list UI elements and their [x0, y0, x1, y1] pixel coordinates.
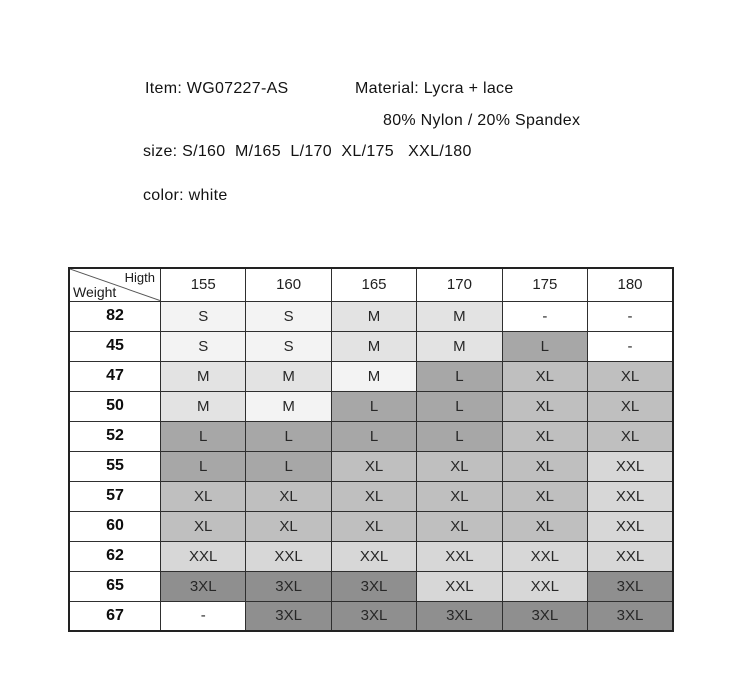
- size-cell: M: [417, 301, 502, 331]
- table-row: [69, 361, 673, 391]
- size-cell: XL: [161, 481, 246, 511]
- weight-row-header: 57: [69, 481, 161, 511]
- size-cell: XXL: [588, 511, 673, 541]
- size-cell: XL: [417, 511, 502, 541]
- table-row: [69, 391, 673, 421]
- weight-row-header: 45: [69, 331, 161, 361]
- size-cell: -: [502, 301, 587, 331]
- size-cell: L: [331, 421, 416, 451]
- size-cell: XL: [502, 511, 587, 541]
- size-cell: M: [246, 391, 331, 421]
- size-cell: L: [331, 391, 416, 421]
- item-label: Item: WG07227-AS: [145, 80, 289, 97]
- size-cell: L: [417, 421, 502, 451]
- size-cell: L: [417, 391, 502, 421]
- table-row: [69, 421, 673, 451]
- size-cell: M: [246, 361, 331, 391]
- size-cell: M: [417, 331, 502, 361]
- size-cell: S: [161, 301, 246, 331]
- size-cell: -: [161, 601, 246, 631]
- size-cell: XL: [502, 361, 587, 391]
- size-cell: XL: [331, 481, 416, 511]
- size-cell: XL: [502, 421, 587, 451]
- table-row: [69, 541, 673, 571]
- height-column-header: 180: [588, 268, 673, 301]
- size-cell: XXL: [331, 541, 416, 571]
- table-row: [69, 601, 673, 631]
- size-cell: XL: [588, 391, 673, 421]
- size-cell: XL: [246, 511, 331, 541]
- size-cell: XL: [246, 481, 331, 511]
- size-cell: M: [161, 361, 246, 391]
- weight-row-header: 62: [69, 541, 161, 571]
- table-row: [69, 481, 673, 511]
- size-cell: XL: [588, 361, 673, 391]
- size-cell: S: [246, 301, 331, 331]
- size-cell: -: [588, 301, 673, 331]
- size-cell: 3XL: [502, 601, 587, 631]
- size-cell: L: [246, 421, 331, 451]
- size-cell: XXL: [417, 571, 502, 601]
- size-cell: XL: [161, 511, 246, 541]
- size-chart-table: [68, 267, 674, 632]
- size-cell: XXL: [588, 541, 673, 571]
- weight-row-header: 65: [69, 571, 161, 601]
- size-cell: XXL: [588, 451, 673, 481]
- size-cell: XL: [502, 481, 587, 511]
- height-column-header: 155: [161, 268, 246, 301]
- size-cell: 3XL: [588, 601, 673, 631]
- size-cell: XL: [588, 421, 673, 451]
- size-cell: L: [246, 451, 331, 481]
- weight-row-header: 47: [69, 361, 161, 391]
- weight-row-header: 82: [69, 301, 161, 331]
- size-cell: XXL: [161, 541, 246, 571]
- size-cell: XXL: [502, 571, 587, 601]
- corner-cell: [69, 268, 161, 301]
- size-cell: L: [502, 331, 587, 361]
- size-cell: M: [331, 301, 416, 331]
- color-label: color: white: [143, 187, 228, 204]
- size-cell: XXL: [502, 541, 587, 571]
- table-header: [69, 268, 673, 301]
- table-row: [69, 571, 673, 601]
- table-body: [69, 301, 673, 631]
- weight-axis-label: Weight: [73, 283, 117, 300]
- size-cell: L: [417, 361, 502, 391]
- fabric-composition-label: 80% Nylon / 20% Spandex: [383, 112, 581, 129]
- table-row: [69, 451, 673, 481]
- size-cell: XL: [417, 451, 502, 481]
- size-cell: 3XL: [246, 601, 331, 631]
- size-cell: XL: [331, 451, 416, 481]
- size-cell: 3XL: [246, 571, 331, 601]
- size-cell: XL: [417, 481, 502, 511]
- height-column-header: 160: [246, 268, 331, 301]
- size-cell: 3XL: [331, 571, 416, 601]
- size-cell: XXL: [417, 541, 502, 571]
- height-axis-label: Higth: [124, 270, 155, 285]
- size-cell: M: [331, 361, 416, 391]
- size-cell: L: [161, 421, 246, 451]
- size-cell: M: [161, 391, 246, 421]
- weight-row-header: 50: [69, 391, 161, 421]
- size-cell: 3XL: [588, 571, 673, 601]
- size-cell: XXL: [588, 481, 673, 511]
- weight-row-header: 60: [69, 511, 161, 541]
- height-column-header: 165: [331, 268, 416, 301]
- size-cell: -: [588, 331, 673, 361]
- size-cell: 3XL: [417, 601, 502, 631]
- size-cell: 3XL: [161, 571, 246, 601]
- size-cell: L: [161, 451, 246, 481]
- size-cell: S: [161, 331, 246, 361]
- height-column-header: 170: [417, 268, 502, 301]
- weight-row-header: 67: [69, 601, 161, 631]
- table-row: [69, 511, 673, 541]
- material-label: Material: Lycra + lace: [355, 80, 514, 97]
- size-cell: M: [331, 331, 416, 361]
- size-cell: XL: [502, 451, 587, 481]
- height-column-header: 175: [502, 268, 587, 301]
- weight-row-header: 52: [69, 421, 161, 451]
- size-cell: 3XL: [331, 601, 416, 631]
- size-cell: S: [246, 331, 331, 361]
- size-options-label: size: S/160 M/165 L/170 XL/175 XXL/180: [143, 143, 472, 160]
- table-row: [69, 301, 673, 331]
- table-row: [69, 331, 673, 361]
- size-cell: XL: [331, 511, 416, 541]
- size-cell: XXL: [246, 541, 331, 571]
- header-row: [69, 268, 673, 301]
- weight-row-header: 55: [69, 451, 161, 481]
- size-cell: XL: [502, 391, 587, 421]
